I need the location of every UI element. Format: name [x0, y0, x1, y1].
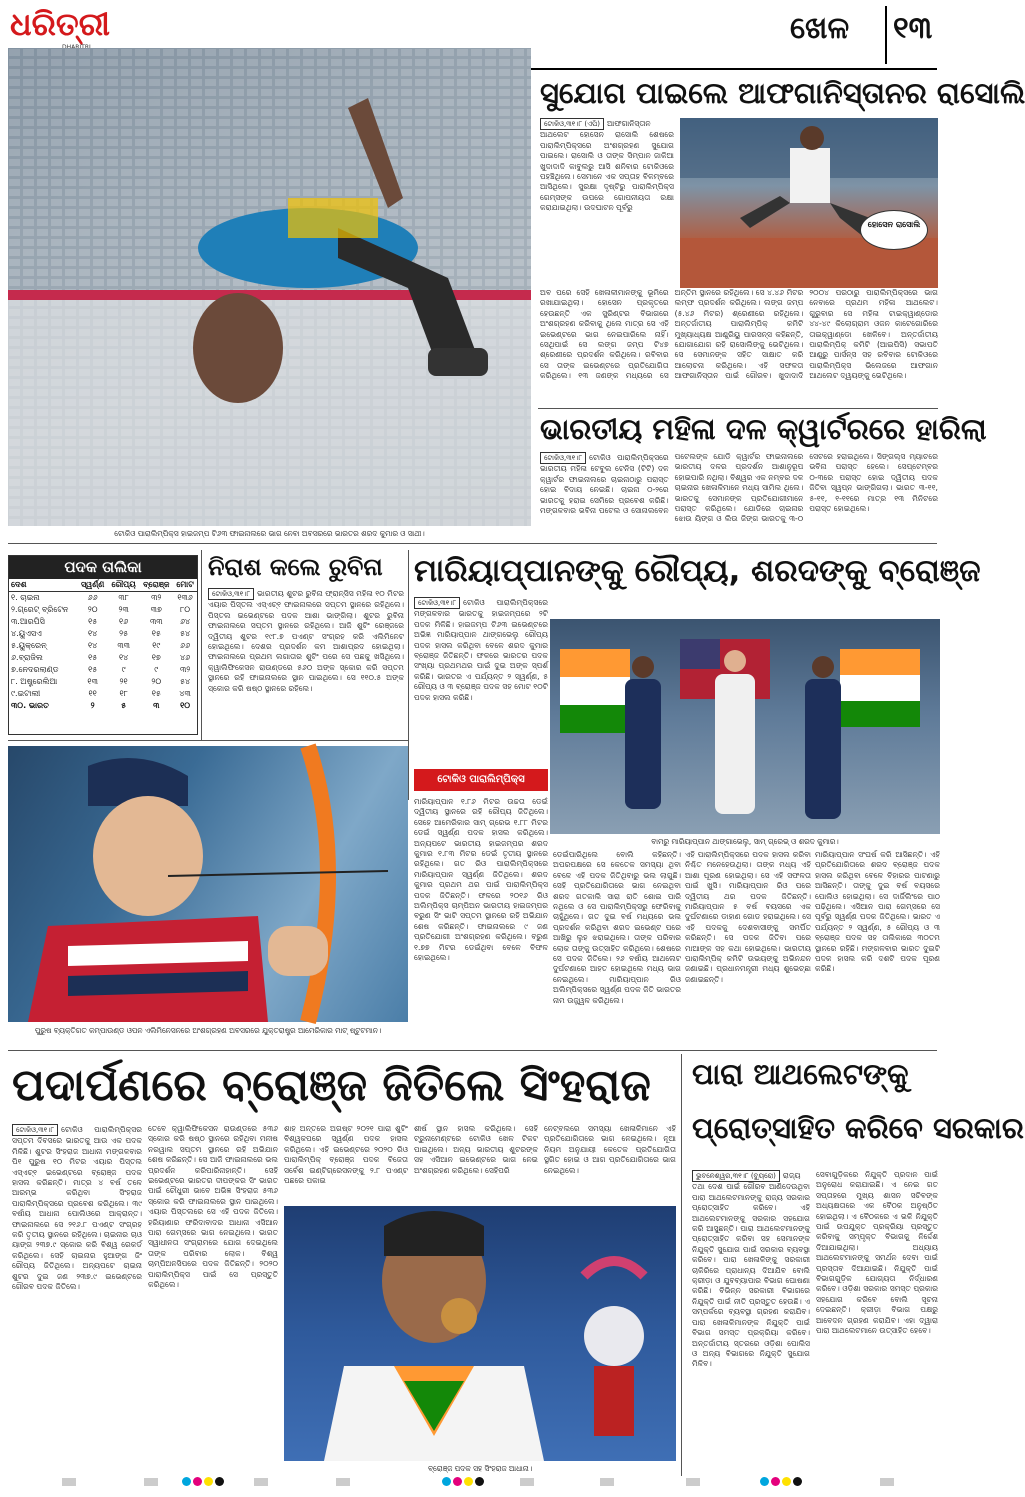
medal-header: ରୌପ୍ୟ [108, 579, 139, 592]
table-cell: ୧୦ [180, 701, 191, 710]
table-cell: ୬୬ [180, 641, 191, 650]
table-cell: ୧୫ [88, 665, 98, 674]
medal-table-title: ପଦକ ତାଲିକା [9, 556, 197, 579]
headline-women: ଭାରତୀୟ ମହିଳା ଦଳ କ୍ୱାର୍ଟରରେ ହାରିଲା [540, 412, 987, 446]
silver-col2: ଡେଇଁପାରିଥିଲେ ବୋଲି କହିଛନ୍ତି। ଅପରପକ୍ଷରେ ସେ କେତେକ ସମସ୍ୟା ଥିବା ବେଳେ ଏହି ପଦକ ଜିତିଥିବାରୁ ଭଲ ଲାଗୁଛି। ସେହି ପ୍ରତିଯୋଗିତାରେ ଭାଗ ନେଇଥିବା ଶରଦ ଗତକାଲି ସାରା ରାତି ଶୋଇ ପାରି ନଥିଲେ ଓ ସେ ପାରାଲିମ୍ପିକ୍ସରୁ ଫେରିବାକୁ ଚାହୁଁଥିଲେ। ଗତ ଦୁଇ ବର୍ଷ ମଧ୍ୟରେ ଭଲ ପ୍ରଦର୍ଶନ କରିଥିବା ଶରଦ ଇଭେଣ୍ଟ ପରେ ଆଖିରୁ ଲୁହ ଝରାଇଥିଲେ। ତାଙ୍କ ପରିବାର ଲୋକ ତାଙ୍କୁ ଉତ୍ସାହିତ କରିଥିଲେ। ଶେଷରେ ସେ ପଦକ ଜିତିଲେ। ୨୬ ବର୍ଷୀୟ ଆଥଲେଟ ଦୁର୍ଘଟଣାରେ ଆହତ ହୋଇଥିଲେ ମଧ୍ୟ ଭାଗ ନେଇଥିଲେ। ମାରିୟାପ୍ପାନ ରିଓ ଅଲିମ୍ପିକ୍ସରେ ସ୍ୱର୍ଣ୍ଣ ପଦକ ଜିତି ଭାରତର ନାମ ଉଜ୍ଜ୍ୱଳ କରିଥିଲେ। [553, 850, 681, 1005]
table-cell: ୧୫ [88, 653, 98, 662]
table-row [9, 688, 197, 700]
highjump-caption: ଟୋକିଓ ପାରାଲିମ୍ପିକ୍ସ ହାଇଜମ୍ପ ଟି୬୩ ଫାଇନାଲରେ ଭାଗ ନେବା ଅବସରରେ ଭାରତର ଶରଦ କୁମାର ଓ ସାଥୀ। [114, 529, 425, 538]
women-body: ଟୋକିଓ,୩୧।୮ ଟୋକିଓ ପାରାଲିମ୍ପିକ୍ସରେ ଭାରତୀୟ ମହିଳା ଟେବୁଲ ଟେନିସ (ଟିଟି) ଦଳ କ୍ୱାର୍ଟର ଫାଇନାଲରେ ଚାଇନାଠାରୁ ପରାସ୍ତ ହୋଇ ବିଦାୟ ନେଇଛି। ଚାଇନା ୦-୨ରେ ଭାରତକୁ ହରାଇ ସେମିରେ ପ୍ରବେଶ କରିଛି। ମଙ୍ଗଳବାର ଭବିନା ପଟେଲ ଓ ସୋନାଲବେନ ପଟେଲଙ୍କ ଯୋଡି କ୍ୱାର୍ଟର ଫାଇନାଲରେ ଭାରତୀୟ ଦଳର ପ୍ରଦର୍ଶନ ଆଶାନୁରୂପ ହୋଇପାରି ନଥିଲା। ବିଶ୍ୱର ଏକ ନମ୍ବର ଦଳ ଚାଇନାର ଖେଳାଳିମାନେ ମଧ୍ୟ ସାମିଲ ଥିଲେ। ଭାରତକୁ ସେମାନଙ୍କ ପ୍ରତିଯୋଗୀମାନେ ପରାସ୍ତ କରିଥିଲେ। ଯୋଡିରେ ଚାଇନାର ଝୋଉ ୟିଙ୍ଗ ଓ ଲିଉ ଜିଙ୍ଗ ଭାରତକୁ ୩-୦ ସେଟରେ ହରାଇଥିଲେ। ସିଙ୍ଗଲ୍ସ ମ୍ୟାଚରେ ଭବିନା ପରାସ୍ତ ହେଲେ। ସେପ୍ଟେମ୍ବର ୦-୩ରେ ପରାସ୍ତ ହୋଇ ଦ୍ୱିତୀୟ ପଦକ ଜିତିବା ସ୍ୱପ୍ନ ଭାଙ୍ଗିଗଲା। ଭାରତ ୩-୧୧, ୫-୧୧, ୧-୧୧ରେ ମାତ୍ର ୧୩ ମିନିଟରେ ପରାସ୍ତ ହୋଇଥିଲେ। [540, 452, 938, 524]
headline-afghan: ସୁଯୋଗ ପାଇଲେ ଆଫଗାନିସ୍ତାନର ରାସୋଲି [540, 76, 1025, 110]
singhraj-caption: ବ୍ରୋଞ୍ଜ ପଦକ ସହ ସିଂହରାଜ ଆଧାନା। [427, 1464, 533, 1473]
table-cell: ୪୩ [179, 689, 191, 698]
table-cell: ୯.ଇଟାଲୀ [11, 689, 41, 698]
table-cell: ୧୩ [87, 677, 98, 686]
table-cell: ୪୬ [180, 653, 191, 662]
table-cell: ୨.ଗ୍ରେଟ୍ ବ୍ରିଟେନ [11, 605, 69, 614]
singhraj-col1: ଟୋକିଓ,୩୧।୮ ଟୋକିଓ ପାରାଲିମ୍ପିକ୍ସର ସପ୍ତମ ଦିବସରେ ଭାରତକୁ ଆଉ ଏକ ପଦକ ମିଳିଛି। ଶୁଟର ସିଂହରାଜ ଆଧାନା ମଙ୍ଗଳବାର ପି୧ ପୁରୁଷ ୧୦ ମିଟର ଏୟାର ପିସ୍ତଲ ଏସ୍‌ଏଚ୍‌୧ ଇଭେଣ୍ଟରେ ବ୍ରୋଞ୍ଜ ପଦକ ହାସଲ କରିଛନ୍ତି। ମାତ୍ର ୪ ବର୍ଷ ତଳେ ଆରମ୍ଭ କରିଥିବା ସିଂହରାଜ ପାରାଲିମ୍ପିକ୍ସରେ ପ୍ରବେଶ କରିଥିଲେ। ୩୯ ବର୍ଷୀୟ ଆଧାନା ପୋଲିଓରେ ଆକ୍ରାନ୍ତ। ଫାଇନାଲରେ ସେ ୨୧୬.୮ ପଏଣ୍ଟ ସଂଗ୍ରହ କରି ତୃତୀୟ ସ୍ଥାନରେ ରହିଥିଲେ। ଚାଇନାର ଚାଓ ୟାଙ୍ଗ ୨୩୭.୯ ସ୍କୋର କରି ବିଶ୍ୱ ରେକର୍ଡ କରିଥିଲେ। ସେହି ଚାଇନାର ହୁଆଙ୍ଗ ଜିଂ ରୌପ୍ୟ ଜିତିଥିଲେ। ଅନ୍ୟପଟେ ଚାଇନା ଶୁଟର ଦୁଇ ଜଣ ୨୩୭.୯ ଇଭେଣ୍ଟରେ ଗୌରବ ପଦକ ଜିତିଲେ। [12, 1125, 142, 1292]
silver-col4: ମାରିୟାପ୍ପାନ ସଂଘର୍ଷ କରି ଆସିଛନ୍ତି। ଏହି ପ୍ରତିଯୋଗିତାରେ ଶରଦ ବ୍ରୋଞ୍ଜ ପଦକ ହାସଲ କରିଥିବା ବେଳେ ବିହାରର ପାଟଣାରୁ ଆସିଛନ୍ତି। ତାଙ୍କୁ ଦୁଇ ବର୍ଷ ବୟସରେ ପୋଲିଓ ହୋଇଥିଲା। ସେ ଦାର୍ଜିଲିଂରେ ପାଠ ପଢିଥିଲେ। ଏସିଆନ ପାରା ଗେମ୍ସରେ ସେ ପୂର୍ବରୁ ସ୍ୱର୍ଣ୍ଣ ପଦକ ଜିତିଥିଲେ। ଭାରତ ଏ ପର୍ଯ୍ୟନ୍ତ ୨ ସ୍ୱର୍ଣ୍ଣ, ୫ ରୌପ୍ୟ ଓ ୩ ବ୍ରୋଞ୍ଜ ପଦକ ସହ ତାଲିକାରେ ୩୦ତମ ସ୍ଥାନରେ ରହିଛି। ମଙ୍ଗଳବାର ଭାରତ ଦୁଇଟି ପଦକ ହାସଲ କରି ଦଶଟି ପଦକ ପୂରଣ କରିଛି। [815, 850, 940, 974]
table-cell: ୨ [90, 701, 95, 710]
table-cell: ୫.ୟୁକ୍ରେନ୍ [11, 641, 47, 650]
table-cell: ୯ [154, 665, 159, 674]
table-row [9, 640, 197, 652]
singhraj-photo [284, 1206, 676, 1461]
headline-govt-2: ପ୍ରୋତ୍ସାହିତ କରିବେ ସରକାର [692, 1111, 1024, 1145]
singhraj-col2: ତେବେ କ୍ୱାଲିଫିକେସନ ରାଉଣ୍ଡରେ ୫୩୬ ସ୍କୋର କରି ଷଷ୍ଠ ସ୍ଥାନରେ ରହିଥିବା ମନୀଷ ନରୱାଲ ସପ୍ତମ ସ୍ଥାନରେ ରହି ଅଭିଯାନ ଶେଷ କରିଛନ୍ତି। ସେ ଆଜି ଫାଇନାଲରେ ଭଲ ପ୍ରଦର୍ଶନ କରିପାରିନାହାନ୍ତି। ସେହି ଇଭେଣ୍ଟରେ ଭାରତର ଦୀପଙ୍କର ସିଂ ଭାରତ ପାଇଁ ଚୌଧୁରୀ ଭାବେ ଅଭିଜ୍ଞ ସିଂହରାଜ ୫୩୬ ସ୍କୋର କରି ଫାଇନାଲରେ ସ୍ଥାନ ପାଇଥିଲେ। ଏୟାର ପିସ୍ତଲରେ ସେ ଏହି ପଦକ ଜିତିଲେ। ହରିୟାଣାର ଫରିଦାବାଦର ଆଧାନା ଏସିଆନ ପାରା ଗେମ୍ସରେ ଭାଗ ନେଇଥିଲେ। ଭାରତ ସ୍ୱାଧୀନତା ସଂଗ୍ରାମରେ ଯୋଗ ଦେଇଥିଲେ ତାଙ୍କ ପରିବାର ଲୋକ। ବିଶ୍ୱ ଚାମ୍ପିଅନସିପରେ ପଦକ ଜିତିଛନ୍ତି। ୨୦୨୦ ପାରାଲିମ୍ପିକ୍ସ ପାଇଁ ସେ ପ୍ରସ୍ତୁତି କରିଥିଲେ। [148, 1124, 278, 1290]
table-row [9, 664, 197, 676]
table-cell: ୧୩୬ [177, 593, 193, 602]
table-cell: ୯ [121, 665, 126, 674]
silver-dateline: ଟୋକିଓ,୩୧।୮ [414, 597, 460, 609]
headline-singhraj: ପଦାର୍ପଣରେ ବ୍ରୋଞ୍ଜ ଜିତିଲେ ସିଂହରାଜ [12, 1060, 651, 1111]
table-cell: ୫୪ [180, 677, 191, 686]
podium-photo [550, 619, 940, 834]
table-cell: ୭.ନେଦରଲାଣ୍ଡ [11, 665, 59, 674]
table-cell: ୩୩ [149, 617, 163, 626]
table-cell: ୫ [121, 701, 127, 710]
table-cell: ୫୪ [180, 629, 191, 638]
women-dateline: ଟୋକିଓ,୩୧।୮ [540, 452, 586, 464]
tokyo-tag: ଟୋକିଓ ପାରାଲିମ୍ପିକ୍ସ [414, 769, 548, 791]
rasouli-photo [680, 118, 938, 288]
medal-table-grid [9, 579, 197, 712]
logo: ଧରିତ୍ରୀ [10, 5, 110, 43]
rubina-dateline: ଟୋକିଓ,୩୧।୮ [208, 588, 254, 600]
table-cell: ୧୫ [88, 617, 98, 626]
medal-table [8, 555, 198, 735]
headline-silver: ମାରିୟାପ୍ପାନଙ୍କୁ ରୌପ୍ୟ, ଶରଦଙ୍କୁ ବ୍ରୋଞ୍ଜ [414, 553, 981, 589]
table-cell: ୩.ଆରପିସି [11, 617, 45, 626]
table-cell: ୩୨ [151, 593, 162, 602]
rubina-body: ଟୋକିଓ,୩୧।୮ ଭାରତୀୟ ଶୁଟର ରୁବିନା ଫ୍ରାନ୍ସିସ ମହିଳା ୧୦ ମିଟର ଏୟାର ପିସ୍ତଲ ଏସ୍‌ଏଚ୍‌୧ ଫାଇନାଲରେ ସପ୍ତମ ସ୍ଥାନରେ ରହିଥିଲେ। ପିସ୍ତଲ ଇଭେଣ୍ଟରେ ପଦକ ଆଶା ଭାଙ୍ଗିଲା। ଶୁଟର ରୁବିନା ଫାଇନାଲରେ ସପ୍ତମ ସ୍ଥାନରେ ରହିଥିଲେ। ଆଜି ଶୁଟିଂ ରେଞ୍ଜରେ ଦ୍ୱିତୀୟ ଶୁଟର ୧୯୮.୭ ପଏଣ୍ଟ ସଂଗ୍ରହ କରି ଏଲିମିନେଟ ହୋଇଥିଲେ। ଦେଶର ପ୍ରଦର୍ଶନ କମ ଆଶାପ୍ରଦ ହୋଇଥିଲା। ଫାଇନାଲରେ ପ୍ରଥମ ଲଗାତାର ଶୁଟିଂ ପରେ ସେ ପଛକୁ ଖସିଥିଲେ। କ୍ୱାଲିଫିକେସନ ରାଉଣ୍ଡରେ ୫୬୦ ଅଙ୍କ ସ୍କୋର କରି ସପ୍ତମ ସ୍ଥାନରେ ରହି ଫାଇନାଲରେ ସ୍ଥାନ ପାଇଥିଲେ। ସେ ୧୧୦.୫ ଅଙ୍କ ସ୍କୋର କରି ଷଷ୍ଠ ସ୍ଥାନରେ ରହିଲେ। [208, 589, 404, 693]
table-cell: ୧୬ [119, 617, 129, 626]
archer-illustration [8, 746, 408, 1022]
govt-dateline: ଭୁବନେଶ୍ୱର,୩୧।୮ (ବ୍ୟୁରୋ) [692, 1170, 780, 1182]
table-cell: ୧୪ [118, 653, 129, 662]
table-cell: ୨୦ [87, 605, 98, 614]
afghan-body: ଅବ ପରେ ସେହି ଖେଳାଳୀମାନଙ୍କୁ ଭୂମିରେ ରଖାଯାଇଥିଲା। ହୋସେନ ପ୍ରକୃତରେ ହେଉଛନ୍ତି ଏକ ସ୍ପ୍ରିଣ୍ଟର ବିଭାଗରେ ଅଂଶଗ୍ରହଣ କରିବାକୁ ଥିଲେ ମାତ୍ର ସେ ଏହି ଇଭେଣ୍ଟରେ ଭାଗ ନେଇପାରିଲେ ନାହିଁ। ସେଥିପାଇଁ ସେ ଲଙ୍ଗ ଜମ୍ପ ଟି୪୭ ଶ୍ରେଣୀରେ ପ୍ରଦର୍ଶନ କରିଥିଲେ। ରବିବାର ସେ ତାଙ୍କ ଇଭେଣ୍ଟରେ ପ୍ରତିଯୋଗିତା କରିଥିଲେ। ୧୩ ଜଣଙ୍କ ମଧ୍ୟରେ ସେ ଅନ୍ତିମ ସ୍ଥାନରେ ରହିଥିଲେ। ସେ ୪.୪୬ ମିଟର ଲମ୍ଫ ପ୍ରଦର୍ଶନ କରିଥିଲେ। ଲଙ୍ଗ ଜମ୍ପ (୫.୪୬ ମିଟର) ଶ୍ରେଣୀରେ ରହିଥିଲେ। ଅନ୍ତର୍ଜାତୀୟ ପାରାଲିମ୍ପିକ୍ କମିଟି ମୁଖ୍ୟାଧ୍ୟକ୍ଷ ଆଣ୍ଡ୍ରିୟୁ ପାରସନ୍ସ କହିଛନ୍ତି, ଯୋଗାଯୋଗ ରହି ରାସୋଲିଙ୍କୁ ଭେଟିଥିଲେ। ସେ ସେମାନଙ୍କ ସହିତ ସାକ୍ଷାତ କରି ଆଲୋଚନା କରିଥିଲେ। ଏହି ସଫଳତା ଆଫଗାନିସ୍ତାନ ପାଇଁ ଗୌରବ। ଖୁଦାଦାଦି ୨୦୦୪ ପରଠାରୁ ପାରାଲିମ୍ପିକ୍ସରେ ଭାଗ ନେବାରେ ପ୍ରଥମ ମହିଳା ଆଥଲେଟ। ଗୁରୁବାର ସେ ମହିଳା ଟାଇକ୍ୱାଣ୍ଡୋର ୪୪-୪୯ କିଲୋଗ୍ରାମ ଓଜନ କାଟେଗୋରିରେ ତାଇକ୍ୱାଣ୍ଡୋ ଖେଳିବେ। ଅନ୍ତର୍ଜାତୀୟ ପାରାଲିମ୍ପିକ୍ କମିଟି (ଆଇପିସି) ସଭାପତି ଆଣ୍ଡ୍ରୁ ପାର୍ସନ୍ସ ସହ ରବିବାର ଟୋକିଓରେ ପାରାଲିମ୍ପିକ୍ସ ଭିଲେଜରେ ଆଫଗାନ ଆଥଲେଟ ଦ୍ୱୟଙ୍କୁ ଭେଟିଥିଲେ। [540, 288, 938, 381]
rasouli-label: ହୋସେନ ରାସୋଲି [860, 210, 928, 250]
afghan-dateline: ଟୋକିଓ,୩୧।୮ (ଏପି) [540, 118, 604, 130]
section-title: ଖେଳ [790, 11, 850, 46]
archer-caption: ପୁରୁଷ ବ୍ୟକ୍ତିଗତ କମ୍ପାଉଣ୍ଡ ଓପନ ଏଲିମିନେସନରେ ଅଂଶଗ୍ରହଣ ଅବସରରେ ଯୁକ୍ତରାଷ୍ଟ୍ର ଆମେରିକାର ମାଟ୍ ଷ୍ଟୁଟମାନ। [34, 1026, 382, 1035]
table-row [9, 628, 197, 640]
singhraj-illustration [284, 1206, 676, 1461]
table-cell: ୬୪ [180, 617, 191, 626]
table-cell: ୧୮ [119, 689, 128, 698]
rasouli-illustration [680, 118, 938, 288]
table-row [9, 616, 197, 628]
headline-govt-1: ପାରା ଆଥଲେଟଙ୍କୁ [692, 1057, 909, 1091]
highjump-illustration [8, 48, 531, 526]
table-cell: ୮୦ [180, 605, 191, 614]
table-cell: ୩ [153, 701, 160, 710]
table-cell: ୩୦. ଭାରତ [11, 701, 49, 710]
medal-header: ସ୍ୱର୍ଣ୍ଣ [77, 579, 107, 592]
table-cell: ୧୪ [88, 641, 98, 650]
page-number: ୧୩ [893, 11, 933, 46]
table-cell: ୮. ଅଷ୍ଟ୍ରେଲିଆ [11, 677, 58, 686]
table-cell: ୨୩ [118, 605, 129, 614]
singhraj-col4: ଶୀର୍ଷ ସ୍ଥାନ ହାସଲ କରିଥିଲେ। ସେହି ଟ୍ରୁନାମେଣ୍ଟରେ ଟୋକିଓ ଖେଳ ଟିକଟ ପାଇଥିଲେ। ଅନ୍ୟ ଭାରତୀୟ ଶୁଟରଙ୍କ ସହ ଏସିଆନ ଇଭେଣ୍ଟରେ ଭାଗ ନେଇ ଅଂଶଗ୍ରହଣ କରିଥିଲେ। ସେହିପରି [414, 1124, 538, 1175]
table-cell: ୨୫ [119, 629, 129, 638]
silver-intro: ଟୋକିଓ,୩୧।୮ ଟୋକିଓ ପାରାଲିମ୍ପିକ୍ସରେ ମଙ୍ଗଳବାର ଭାରତକୁ ହାଇଜମ୍ପରେ ୨ଟି ପଦକ ମିଳିଛି। ହାଇଜମ୍ପ ଟି୬୩ ଇଭେଣ୍ଟରେ ଅଭିଜ୍ଞ ମାରିୟାପ୍ପାନ ଥାଙ୍ଗଭେଲୁ ରୌପ୍ୟ ପଦକ ହାସଲ କରିଥିବା ବେଳେ ଶରଦ କୁମାର ବ୍ରୋଞ୍ଜ ଜିତିଛନ୍ତି। ଫଳରେ ଭାରତର ପଦକ ସଂଖ୍ୟା ପ୍ରଥମଥର ପାଇଁ ଦୁଇ ଅଙ୍କ ସ୍ପର୍ଶ କରିଛି। ଭାରତର ଏ ପର୍ଯ୍ୟନ୍ତ ୨ ସ୍ୱର୍ଣ୍ଣ, ୫ ରୌପ୍ୟ ଓ ୩ ବ୍ରୋଞ୍ଜ ପଦକ ସହ ମୋଟ ୧୦ଟି ପଦକ ହାସଲ କରିଛି। [414, 598, 548, 702]
table-cell: ୩୭ [150, 605, 162, 614]
medal-header: ବ୍ରୋଞ୍ଜ [139, 579, 173, 592]
singhraj-dateline: ଟୋକିଓ,୩୧।୮ [12, 1124, 58, 1136]
silver-col3: ଏହି ପାରାଲିମ୍ପିକ୍ସରେ ପଦକ ହାସଲ କରିବା ନିଶ୍ଚିତ ମନେହେଉଥିଲା। ତାଙ୍କ ମଧ୍ୟ ଏହି ଆଶା ପୂରଣ ହୋଇଥିଲା। ସେ ଏହି ସଫଳତା ପାଇଁ ଖୁସି। ମାରିୟାପ୍ପାନ ରିଓ ପରେ ଦ୍ୱିତୀୟ ଥର ପଦକ ଜିତିଛନ୍ତି। ମାରିୟାପ୍ପାନ ୫ ବର୍ଷ ବୟସରେ ଏକ ଦୁର୍ଘଟଣାରେ ଡାହାଣ ଗୋଡ ହରାଇଥିଲେ। ସେ ଏହି ପଦକକୁ ଦେଶବାସୀଙ୍କୁ ସମର୍ପିତ କରିଛନ୍ତି। ସେ ପଦକ ଜିତିବା ପରେ ମାଆଙ୍କ ସହ କଥା ହୋଇଥିଲେ। ଭାରତୀୟ ପାରାଲିମ୍ପିକ୍ କମିଟି ଉଭୟଙ୍କୁ ଅଭିନନ୍ଦନ ଜଣାଇଛି। ପ୍ରଧାନମନ୍ତ୍ରୀ ମଧ୍ୟ ଶୁଭେଚ୍ଛା ଜଣାଇଛନ୍ତି। [685, 850, 811, 984]
afghan-col1: ଟୋକିଓ,୩୧।୮ (ଏପି) ଆଫଗାନିସ୍ତାନ ଆଥଲେଟ ହୋସେନ ରାସୋଲି ଶେଷରେ ପାରାଲିମ୍ପିକ୍ସରେ ଅଂଶଗ୍ରହଣ ସୁଯୋଗ ପାଇଲେ। ରାସୋଲି ଓ ତାଙ୍କ ସିମ୍ପାନ ଜାକିଆ ଖୁଦାଦାଦି କାବୁଲରୁ ଆସି ଶନିବାର ଟୋକିଓରେ ପହଞ୍ଚିଥିଲେ। ସେମାନେ ଏକ ସପ୍ତାହ ବିଳମ୍ବରେ ଆସିଥିଲେ। ସୁରକ୍ଷା ଦୃଷ୍ଟିରୁ ପାରାଲିମ୍ପିକ୍ସ ଗେମ୍ସଙ୍କ ଉପରେ ଗୋପନୀୟତା ରକ୍ଷା କରାଯାଇଥିଲା। ଉଦଘାଟନ ପୂର୍ବରୁ [540, 119, 674, 213]
table-cell: ୨୧ [119, 677, 128, 686]
govt-col2: ସେବାଗୁଡ଼ିକରେ ନିଯୁକ୍ତି ପ୍ରଦାନ ପାଇଁ ଅନୁରୋଧ କରାଯାଇଛି। ଏ ନେଇ ଗତ ସପ୍ତାହରେ ମୁଖ୍ୟ ଶାସନ ସଚିବଙ୍କ ଅଧ୍ୟକ୍ଷତାରେ ଏକ ବୈଠକ ଅନୁଷ୍ଠିତ ହୋଇଥିଲା। ଏ ବୈଠକରେ ଏ ଭଳି ନିଯୁକ୍ତି ପାଇଁ ଉପଯୁକ୍ତ ପ୍ରକ୍ରିୟା ପ୍ରସ୍ତୁତ କରିବାକୁ ସମ୍ପୃକ୍ତ ବିଭାଗକୁ ନିର୍ଦ୍ଦେଶ ଦିଆଯାଇଥିଲା। ଅଧ୍ୟାୟ ଆଥଲେଟମାନଙ୍କୁ ସମର୍ଥନ ଦେବା ପାଇଁ ପ୍ରସ୍ତାବ ଦିଆଯାଇଛି। ନିଯୁକ୍ତି ପାଇଁ ବିଭାଗଗୁଡ଼ିକ ଯୋଗ୍ୟତା ନିର୍ଦ୍ଧାରଣ କରିବେ। ଓଡ଼ିଶା ସରକାର ସମସ୍ତ ପ୍ରକାର ସହଯୋଗ କରିବେ ବୋଲି ସୂଚନା ଦେଇଛନ୍ତି। କ୍ରୀଡ଼ା ବିଭାଗ ପକ୍ଷରୁ ଆବେଦନ ଗ୍ରହଣ କରାଯିବ। ଏହା ଦ୍ୱାରା ପାରା ଆଥଲେଟମାନେ ଉତ୍ସାହିତ ହେବେ। [816, 1170, 938, 1336]
table-row [9, 592, 197, 605]
singhraj-col3: ଶାହ ଅନ୍ତରେ ଅଗଷ୍ଟ ୨୦୨୧ ପାରା ଶୁଟିଂ ବିଶ୍ୱକପରେ ସ୍ୱର୍ଣ୍ଣ ପଦକ ହାସଲ କରିଥିଲେ। ଏହି ଇଭେଣ୍ଟରେ ୨୦୨୦ ରିଓ ପାରାଲିମ୍ପିକ୍ ବ୍ରୋଞ୍ଜ ପଦକ ବିଜେତା ସର୍ବେଶ ଇଣ୍ଟିଗ୍ରେସନଙ୍କୁ ୨.୮ ପଏଣ୍ଟ ପଛରେ ପକାଇ [284, 1124, 408, 1186]
medal-header: ମୋଟ [173, 579, 197, 592]
archer-photo [8, 746, 408, 1022]
table-cell: ୩୨ [179, 665, 191, 674]
table-cell: ୧୫ [151, 629, 161, 638]
table-cell: ୧୫ [151, 689, 161, 698]
medal-header: ଦେଶ [9, 579, 77, 592]
table-cell: ୬.ବ୍ରାଜିଲ [11, 653, 43, 662]
podium-illustration [550, 619, 940, 834]
govt-col1: ଭୁବନେଶ୍ୱର,୩୧।୮ (ବ୍ୟୁରୋ) ରାଜ୍ୟ ତଥା ଦେଶ ପାଇଁ ଗୌରବ ଆଣିଦେଉଥିବା ପାରା ଆଥଲେଟମାନଙ୍କୁ ରାଜ୍ୟ ସରକାର ପ୍ରୋତ୍ସାହିତ କରିବେ। ଏହି ଆଥଲେଟମାନଙ୍କୁ ସରକାର ସହଯୋଗ କରି ଆସୁଛନ୍ତି। ପାରା ଆଥଲେଟମାନଙ୍କୁ ପ୍ରୋତ୍ସାହିତ କରିବା ସହ ସେମାନଙ୍କ ନିଯୁକ୍ତି ସୁଯୋଗ ପାଇଁ ସରକାର ବ୍ୟବସ୍ଥା କରିବେ। ପାରା ଖେଳାଳିଙ୍କୁ ସରକାରୀ ଚାକିରିରେ ପ୍ରାଧାନ୍ୟ ଦିଆଯିବ ବୋଲି କ୍ରୀଡ଼ା ଓ ଯୁବବ୍ୟାପାର ବିଭାଗ ଘୋଷଣା କରିଛି। ବିଭିନ୍ନ ସରକାରୀ ବିଭାଗରେ ନିଯୁକ୍ତି ପାଇଁ ନୀତି ପ୍ରସ୍ତୁତ ହେଉଛି। ଏ ସମ୍ପର୍କରେ ବ୍ୟବସ୍ଥା ଗ୍ରହଣ କରାଯିବ। ପାରା ଖେଳାଳିମାନଙ୍କ ନିଯୁକ୍ତି ପାଇଁ ବିଭାଗ ସମସ୍ତ ପ୍ରକ୍ରିୟା କରିବେ। ଅନ୍ତର୍ଜାତୀୟ ସ୍ତରରେ ଓଡ଼ିଶା ପୋଲିସ ଓ ଅନ୍ୟ ବିଭାଗରେ ନିଯୁକ୍ତି ସୁଯୋଗ ମିଳିବ। [692, 1171, 810, 1369]
table-cell: ୧୯ [152, 641, 161, 650]
table-cell: ୨୦ [151, 677, 162, 686]
silver-col1: ମାରିୟାପ୍ପାନ ୧.୮୬ ମିଟର ଉଚ୍ଚତା ଡେଇଁ ଦ୍ୱିତୀୟ ସ୍ଥାନରେ ରହି ରୌପ୍ୟ ଜିତିଥିଲେ। ସେହେ ଆମେରିକାର ସାମ୍ ଗ୍ରେଭ ୧.୮୮ ମିଟର ଡେଇଁ ସ୍ୱର୍ଣ୍ଣ ପଦକ ହାସଲ କରିଥିଲେ। ଅନ୍ୟପଟେ ଭାରତୀୟ ହାଇଜମ୍ପର ଶରଦ କୁମାର ୧.୮୩ ମିଟର ଡେଇଁ ତୃତୀୟ ସ୍ଥାନରେ ରହିଥିଲେ। ଗତ ରିଓ ପାରାଲିମ୍ପିକ୍ସରେ ମାରିୟାପ୍ପାନ ସ୍ୱର୍ଣ୍ଣ ଜିତିଥିଲେ। ଶରଦ କୁମାର ପ୍ରଥମ ଥର ପାଇଁ ପାରାଲିମ୍ପିକ୍ସ ପଦକ ଜିତିଛନ୍ତି। ଫଳରେ ୨୦୧୬ ରିଓ ଅଲିମ୍ପିକ୍ସ ଚାମ୍ପିଅନ ଭାରତୀୟ ହାଇଜମ୍ପର ବରୁଣ ସିଂ ଭାଟି ସପ୍ତମ ସ୍ଥାନରେ ରହି ଅଭିଯାନ ଶେଷ କରିଛନ୍ତି। ଫାଇନାଲରେ ୯ ଜଣ ପ୍ରତିଯୋଗୀ ଅଂଶଗ୍ରହଣ କରିଥିଲେ। ବରୁଣ ୧.୭୭ ମିଟର ଡେଇଁଥିବା ବେଳେ ବିଫଳ ହୋଇଥିଲେ। [414, 797, 548, 963]
table-cell: ୬୬ [87, 593, 98, 602]
table-row [9, 604, 197, 616]
table-row [9, 652, 197, 664]
highjump-photo [8, 48, 531, 526]
table-cell: ୧୭ [151, 653, 161, 662]
headline-rubina: ନିରାଶ କଲେ ରୁବିନା [208, 553, 383, 581]
table-cell: ୩୩ [117, 641, 130, 650]
table-cell: ୩୮ [118, 593, 129, 602]
podium-caption: ବାମରୁ ମାରିୟାପ୍ପାନ ଥାଙ୍ଗାଭେଲୁ, ସାମ୍ ଗ୍ରେଭ୍ ଓ ଶରଦ କୁମାର। [651, 837, 839, 846]
table-cell: ୧. ଚାଇନା [11, 593, 40, 602]
table-row [9, 700, 197, 712]
table-cell: ୧୧ [88, 689, 97, 698]
table-cell: ୧୪ [88, 629, 98, 638]
table-row [9, 676, 197, 688]
table-cell: ୪.ୟୁଏସଏ [11, 629, 42, 638]
singhraj-col5: ନେଟ୍‌ବଲରେ ସମସ୍ୟା ଖେଳାଳିମାନେ ଏହି ପ୍ରତିଯୋଗିତାରେ ଭାଗ ନେଇଥିଲେ। ନୂଆ ନିୟମ ଅନୁଯାୟୀ କେତେକ ପ୍ରତିଯୋଗିତା ସ୍ଥଗିତ ହୋଇ ଓ ଆଗ ପ୍ରତିଯୋଗିତାରେ ଭାଗ ନେଇଥିଲେ। [544, 1124, 676, 1175]
